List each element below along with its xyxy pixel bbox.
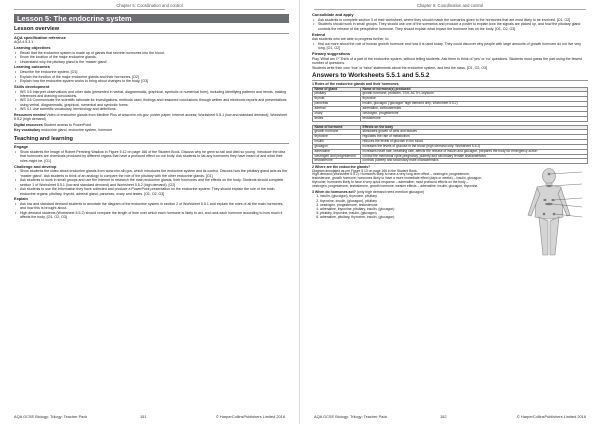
glands-table [312,87,588,122]
skills-heading: Skills development [14,83,50,89]
footer-copyright: © HarperCollinsPublishers Limited 2016 [215,414,285,419]
explain-list [14,202,289,220]
q3-note: (only high demand need mention glucagon) [356,190,425,195]
table-cell: adrenaline, corticosteroids [361,107,588,112]
table-cell: insulin, glucagon (‘glucagon’ high demand only; Worksheet 5.5.2) [361,102,588,107]
list-item: • WS 3.5 Interpret observations and other data (presented in verbal, diagrammatic, graphical, symbolic or numerical form), including identifying patterns and trends, making inferences and drawing conclusions. [14,90,289,99]
page-number: 152 [440,414,447,419]
table-row [313,116,588,121]
lesson-title: Lesson 5: The endocrine system [14,14,289,23]
digital-heading: Digital resources [14,122,43,127]
skills-list [14,90,289,112]
table-cell: growth hormone [313,130,361,135]
table-cell: testosterone [313,159,361,164]
list-item: • Show students the image of Robert Pershing Wadlow in Figure 5.12 on page 166 of the Student Book. Discuss why he grew so tall and died so young. Introduce the idea that hormones are chemicals produced by different organs that have a profound effect on our body. Ask students to list any hormones they have heard of and what their roles might be. [O1] [14,150,289,163]
list-item: • Ask students to complete section 3 of their worksheet, where they should match the scenarios given to the hormones that are most likely to be involved. [O1, O2] [312,18,588,22]
footer-book-title: AQA GCSE Biology: Trilogy: Teacher Pack [314,414,388,419]
table1-title: 1 Roles of the endocrine glands and their hormones [312,82,399,87]
list-item: • Explain how the endocrine system works to bring about changes to the body. [O3] [14,79,289,83]
human-body-diagram-icon [510,167,588,259]
vocab-text: endocrine gland, endocrine system, hormone [41,128,113,133]
plenary-heading: Plenary suggestions [312,50,351,56]
page-152 [300,0,600,424]
table-cell: insulin [313,140,361,145]
resources-text: Video of endocrine glands from Medline Plus at www.nlm.nih.gov; poster paper; Internet access; Worksheet 5.5.1 (low and standard demand); Worksheet 5.5.2 (high demand) [14,112,288,122]
header-rule [14,9,285,10]
list-item: • Show students the video about endocrine glands from www.nlm.nih.gov, which introduces the endocrine system and its control. Discuss how the pituitary gland acts as the ‘master gland’. Ask students to think of an analogy to compare the role of the pituitary with the other endocrine glands. [O1] [14,169,289,178]
table-cell: glucagon [313,144,361,149]
list-item: • Ask students to work in small groups and use the Internet to research the main endocrine glands, their hormones and the effects on the body. Students should complete section 1 of Worksheet 5.5.1 (low and standard demand) and Worksheet 5.5.2 (high demand). [O2] [14,178,289,187]
page-content [14,12,289,220]
table-cell: increases the levels of glucose in the blood (high demand only: Worksheet 5.5.2) [361,144,588,149]
list-item: • Explain the function of the major endocrine glands and their hormones. [O2] [14,75,289,79]
table-cell: pancreas [313,102,361,107]
explain-heading: Explain [14,196,28,202]
resources [14,113,289,122]
list-item: • find out more about the role of human growth hormone and how it is used today. They could discover why people with large amounts of growth hormone do not live very long. [O1, O2] [312,42,588,51]
key-vocabulary [14,128,289,132]
list-item: • WS 4.1 Use scientific vocabulary, terminology and definitions. [14,107,289,111]
list-item: 4. adrenaline, thyroxine, pituitary, insulin, (glucagon) [320,207,482,211]
hormones-table [312,125,588,165]
vocab-heading: Key vocabulary [14,128,41,133]
extend-heading: Extend [312,31,325,37]
header-rule [314,9,586,10]
objectives-heading: Learning objectives [14,45,51,51]
list-item: 2. thyroxine, insulin, (glucagon), pituitary [320,199,482,203]
digital-text: Student access to PowerPoint [43,122,92,127]
list-item: • High demand students (Worksheet 5.5.2) should compare the length of time over which each hormone is likely to act, and rank each hormone according to how much it affects the body. [O1, O2, O3] [14,211,289,220]
list-item: • Understand why the pituitary gland is the ‘master gland’. [14,60,289,64]
table-cell: oestrogen and progesterone [313,154,361,159]
questions-text [312,165,482,218]
list-item: 5. pituitary, thyroxine, insulin, (glucagon) [320,211,482,215]
list-item: • Students should work in small groups. They should use one of the scenarios and produce a poster to explain how the signals are picked up, and how the pituitary gland controls the release of the perspective hormone. They should explain what impact the hormone has on the body. [O1, O2, O3] [312,22,588,31]
list-item: • Ask students to use the information they have collected and produce a PowerPoint presentation on the endocrine system. They should explain the role of the main endocrine organs: pituitary, thyroid, adrenal gland, pancreas, ovary and testes. [O1, O2, O3] [14,187,289,196]
extend-intro: Ask students who are able to progress further, to: [312,37,390,42]
table-cell: adrenaline [313,149,361,154]
challenge-list [14,169,289,196]
teaching-heading: Teaching and learning [14,136,289,144]
column-header: Effects on the body [361,125,588,130]
table-cell: ovary [313,111,361,116]
q3-list [312,194,482,218]
list-item: • Know the location of the major endocrine glands. [14,55,289,59]
spec-ref: AQA 4.5.3.1 [14,40,34,45]
table-cell: pituitary [313,92,361,97]
list-item: 3. oestrogen, progesterone, testosterone [320,203,482,207]
outcomes-heading: Learning outcomes [14,64,50,70]
table-cell: oestrogen, progesterone [361,111,588,116]
page-content [312,12,588,219]
consolidate-list [312,18,588,31]
q2-heading: 2 Where are the endocrine glands? [312,165,371,170]
answers-heading: Answers to Worksheets 5.5.1 and 5.5.2 [312,72,588,81]
list-item: 6. adrenaline, pituitary, thyroxine, insulin, (glucagon) [320,215,482,219]
q3-heading: 3 When do hormones act? [312,190,356,195]
objectives-list [14,51,289,64]
questions-with-figure [312,165,588,218]
outcomes-list [14,70,289,83]
table-cell: growth hormone, prolactin, TSH, ACTH, oxytocin [361,92,588,97]
consolidate-heading: Consolidate and apply [312,12,354,18]
list-item: • Ask low and standard demand students to annotate the diagram of the endocrine system in section 2 of Worksheet 5.5.1 and explain the roles of all the main hormones, and how this is brought about. [14,202,289,211]
digital-resources [14,123,289,127]
resources-heading: Resources needed [14,112,46,117]
overview-heading: Lesson overview [14,26,289,34]
table-cell: adrenal [313,107,361,112]
column-header: Name of hormone(s) produced [361,87,588,92]
list-item: • Recall that the endocrine system is made up of glands that secrete hormones into the blood. [14,51,289,55]
table-cell: controls puberty and secondary male characteristics [361,159,588,164]
list-item: • WS 3.6 Communicate the scientific rationale for investigations, methods used, findings and reasoned conclusions through written and electronic reports and presentations using verbal, diagrammatic, graphical, numerical and symbolic forms. [14,98,289,107]
table-cell: thyroxine [313,135,361,140]
plenary-text-1: Play ‘What am I?’ Think of a part of the endocrine system, without telling students. Ask them to think of ‘yes’ or ‘no’ questions. Students must guess the part using the fewest number of questions. [312,56,582,66]
table-cell: control the menstrual cycle,pregnancy, puberty and secondary female characteristics [361,154,588,159]
list-item: 1. insulin, (glucagon), thyroxine, pituitary [320,194,482,198]
running-head: Chapter 5: Coordination and control [416,3,484,8]
extend-list [312,42,588,51]
table-cell: increases heart rate, breathing rate, affects the release of insulin and glucagon, prepares the body for emergency action [361,149,588,154]
table-cell: regulates the rate of metabolism [361,135,588,140]
table-cell: thyroxine [361,97,588,102]
running-head: Chapter 5: Coordination and control [116,3,183,8]
engage-list [14,150,289,163]
table-cell: stimulates growth of cells and tissues [361,130,588,135]
column-header: Name of hormone [313,125,361,130]
table-cell: testes [313,116,361,121]
table-row [313,159,588,164]
plenary-text-2: Students write their own ‘true’ or ‘false’ statements about the endocrine system, and test the class. [O1, O2, O3] [312,65,487,70]
engage-heading: Engage [14,144,29,150]
footer-book-title: AQA GCSE Biology: Trilogy: Teacher Pack [14,414,88,419]
table-cell: testosterone [361,116,588,121]
page-number: 151 [140,414,147,419]
endocrine-body-figure [510,167,588,259]
table-cell: thyroid [313,97,361,102]
q2-high-demand: High demand (Worksheet 5.5.2): Hormones likely to have a very long-term effect – oestrogen, progesterone, testosterone, growth hormone; hormones likely to have a more immediate effect (days or weeks) – insulin, glucagon, thyroxine; hormones likely to have a very quick response – adrenaline; most profound effects on the body – oestrogen, progesterone, testosterone, growth hormone; weaker effects – adrenaline, insulin, glucagon, thyroxine. [312,172,482,189]
footer-copyright: © HarperCollinsPublishers Limited 2016 [516,414,586,419]
challenge-heading: Challenge and develop [14,163,57,169]
table-cell: reduces the levels of glucose in the blood [361,140,588,145]
column-header: Name of gland [313,87,361,92]
q2-text: Diagram annotated as per Figure 5.13 on page 166 in the Student Book. [312,168,418,173]
list-item: • Describe the endocrine system. [O1] [14,70,289,74]
spec-ref-heading: AQA specification reference [14,34,66,40]
